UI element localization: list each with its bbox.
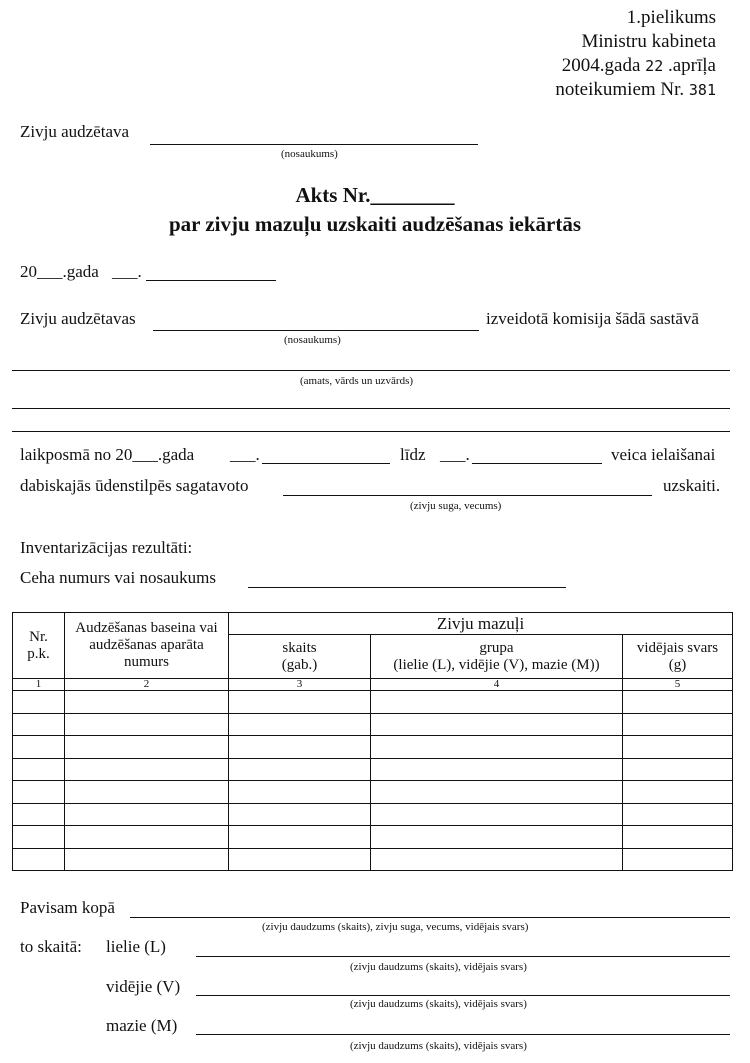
table-row: [13, 736, 733, 759]
act-title: Akts Nr.________: [295, 183, 455, 207]
table-cell[interactable]: [371, 713, 623, 736]
table-cell[interactable]: [371, 848, 623, 871]
table-body: [13, 691, 733, 871]
table-cell[interactable]: [65, 691, 229, 714]
period-to-month-field[interactable]: [472, 463, 602, 464]
workshop-label: Ceha numurs vai nosaukums: [20, 568, 216, 587]
table-cell[interactable]: [371, 758, 623, 781]
hatchery-name-field[interactable]: [150, 144, 478, 145]
table-cell[interactable]: [371, 736, 623, 759]
small-field[interactable]: [196, 1034, 730, 1035]
table-cell[interactable]: [229, 803, 371, 826]
large-label: lielie (L): [106, 937, 166, 956]
table-cell[interactable]: [65, 826, 229, 849]
period-to-day: ___.: [440, 445, 470, 464]
period-suffix: veica ielaišanai: [611, 445, 716, 464]
incl-label: to skaitā:: [20, 937, 82, 956]
table-cell[interactable]: [13, 713, 65, 736]
table-cell[interactable]: [623, 758, 733, 781]
annex-number: 1.pielikums: [626, 7, 716, 28]
member-line-1[interactable]: [12, 370, 730, 371]
table-cell[interactable]: [371, 826, 623, 849]
col-nr-header: Nr. p.k.: [13, 613, 65, 679]
table-cell[interactable]: [229, 781, 371, 804]
issuer: Ministru kabineta: [581, 31, 716, 52]
period-from-month-field[interactable]: [262, 463, 390, 464]
table-cell[interactable]: [623, 848, 733, 871]
hatchery-label: Zivju audzētava: [20, 122, 130, 141]
table-cell[interactable]: [623, 803, 733, 826]
commission-name-hint: (nosaukums): [284, 334, 341, 346]
table-cell[interactable]: [13, 736, 65, 759]
hatchery-name-hint: (nosaukums): [281, 148, 338, 160]
period-from-day: ___.: [230, 445, 260, 464]
table-cell[interactable]: [229, 758, 371, 781]
table-cell[interactable]: [65, 803, 229, 826]
table-cell[interactable]: [65, 758, 229, 781]
table-row: [13, 781, 733, 804]
workshop-field[interactable]: [248, 587, 566, 588]
table-cell[interactable]: [623, 736, 733, 759]
large-hint: (zivju daudzums (skaits), vidējais svars): [350, 961, 527, 973]
small-label: mazie (M): [106, 1016, 178, 1035]
table-cell[interactable]: [65, 781, 229, 804]
table-cell[interactable]: [371, 781, 623, 804]
table-cell[interactable]: [13, 691, 65, 714]
period-until: līdz: [400, 445, 426, 464]
table-cell[interactable]: [229, 848, 371, 871]
species-field[interactable]: [283, 495, 652, 496]
medium-hint: (zivju daudzums (skaits), vidējais svars): [350, 998, 527, 1010]
col-number: 4: [371, 679, 623, 691]
table-cell[interactable]: [65, 848, 229, 871]
table-cell[interactable]: [13, 803, 65, 826]
inventory-results-label: Inventarizācijas rezultāti:: [20, 538, 193, 557]
regulation-date: 2004.gada 22 .aprīļa: [561, 55, 716, 76]
member-line-2[interactable]: [12, 408, 730, 409]
table-cell[interactable]: [229, 826, 371, 849]
totals-field[interactable]: [130, 917, 730, 918]
table-cell[interactable]: [229, 736, 371, 759]
regulation-number: noteikumiem Nr. 381: [555, 79, 716, 100]
col-number: 2: [65, 679, 229, 691]
date-year: 20___.gada: [20, 262, 99, 281]
col-group-header: grupa (lielie (L), vidējie (V), mazie (M)): [371, 635, 623, 679]
col-number: 3: [229, 679, 371, 691]
table-cell[interactable]: [13, 848, 65, 871]
table-row: [13, 848, 733, 871]
table-cell[interactable]: [13, 781, 65, 804]
act-subtitle: par zivju mazuļu uzskaiti audzēšanas iekārtās: [168, 212, 582, 236]
table-cell[interactable]: [623, 781, 733, 804]
medium-field[interactable]: [196, 995, 730, 996]
totals-hint: (zivju daudzums (skaits), zivju suga, vecums, vidējais svars): [262, 921, 529, 933]
col-weight-header: vidējais svars (g): [623, 635, 733, 679]
fry-group-header: Zivju mazuļi: [229, 613, 733, 635]
table-cell[interactable]: [371, 803, 623, 826]
table-cell[interactable]: [623, 826, 733, 849]
large-field[interactable]: [196, 956, 730, 957]
table-cell[interactable]: [13, 826, 65, 849]
table-cell[interactable]: [65, 736, 229, 759]
period-line2-prefix: dabiskajās ūdenstilpēs sagatavoto: [20, 476, 249, 495]
table-row: [13, 691, 733, 714]
members-hint: (amats, vārds un uzvārds): [300, 375, 414, 387]
table-cell[interactable]: [229, 691, 371, 714]
col-count-header: skaits (gab.): [229, 635, 371, 679]
table-cell[interactable]: [623, 691, 733, 714]
col-number: 5: [623, 679, 733, 691]
date-day: ___.: [112, 262, 142, 281]
table-cell[interactable]: [13, 758, 65, 781]
fry-table: [12, 612, 733, 871]
period-line2-suffix: uzskaiti.: [663, 476, 721, 495]
species-hint: (zivju suga, vecums): [410, 500, 502, 512]
member-line-3[interactable]: [12, 431, 730, 432]
period-prefix: laikposmā no 20___.gada: [20, 445, 195, 464]
commission-label: Zivju audzētavas: [20, 309, 136, 328]
table-row: [13, 826, 733, 849]
totals-label: Pavisam kopā: [20, 898, 115, 917]
table-row: [13, 758, 733, 781]
commission-name-field[interactable]: [153, 330, 479, 331]
medium-label: vidējie (V): [106, 977, 181, 996]
table-row: [13, 803, 733, 826]
date-month-field[interactable]: [146, 280, 276, 281]
commission-suffix: izveidotā komisija šādā sastāvā: [486, 309, 699, 328]
col-basin-header: Audzēšanas baseina vai audzēšanas aparāta numurs: [65, 613, 229, 679]
annex-header: [555, 6, 716, 102]
table-cell[interactable]: [371, 691, 623, 714]
table-cell[interactable]: [65, 713, 229, 736]
table-cell[interactable]: [623, 713, 733, 736]
small-hint: (zivju daudzums (skaits), vidējais svars): [350, 1040, 527, 1052]
table-row: [13, 713, 733, 736]
col-number: 1: [13, 679, 65, 691]
table-cell[interactable]: [229, 713, 371, 736]
